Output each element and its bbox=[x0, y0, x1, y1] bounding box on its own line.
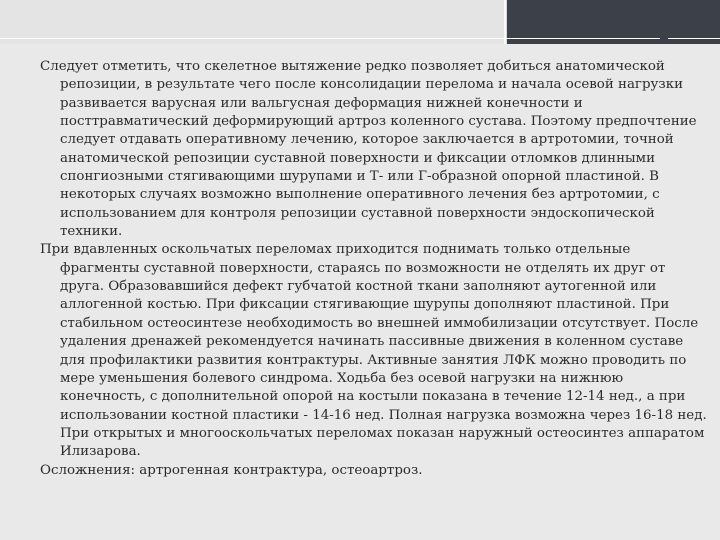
slide-body-text bbox=[40, 58, 708, 480]
header-rule-short bbox=[668, 38, 720, 39]
paragraph-skeletal-traction: Следует отметить, что скелетное вытяжение редко позволяет добиться анатомической репозиции, в результате чего после консолидации перелома и начала осевой нагрузки развивается варусная или вальгусная деформация нижней конечности и посттравматический деформирующий артроз коленного сустава. Поэтому предпочтение следует отдавать оперативному лечению, которое заключается в артротомии, точной анатомической репозиции суставной поверхности и фиксации отломков длинными спонгиозными стягивающими шурупами и Т- или Г-образной опорной пластиной. В некоторых случаях возможно выполнение оперативного лечения без артротомии, с использованием для контроля репозиции суставной поверхности эндоскопической техники. bbox=[40, 59, 697, 240]
header-rule bbox=[0, 38, 660, 39]
paragraph-complications: Осложнения: артрогенная контрактура, остеоартроз. bbox=[40, 462, 423, 478]
paragraph-depressed-fractures: При вдавленных оскольчатых переломах приходится поднимать только отдельные фрагменты суставной поверхности, стараясь по возможности не отделять их друг от друга. Образовавшийся дефект губчатой костной ткани заполняют аутогенной или аллогенной костью. При фиксации стягивающие шурупы дополняют пластиной. При стабильном остеосинтезе необходимость во внешней иммобилизации отсутствует. После удаления дренажей рекомендуется начинать пассивные движения в коленном суставе для профилактики развития контрактуры. Активные занятия ЛФК можно проводить по мере уменьшения болевого синдрома. Ходьба без осевой нагрузки на нижнюю конечность, с дополнительной опорой на костыли показана в течение 12-14 нед., а при использовании костной пластики - 14-16 нед. Полная нагрузка возможна через 16-18 нед. При открытых и многооскольчатых переломах показан наружный остеосинтез аппаратом Илизарова. bbox=[40, 242, 707, 460]
